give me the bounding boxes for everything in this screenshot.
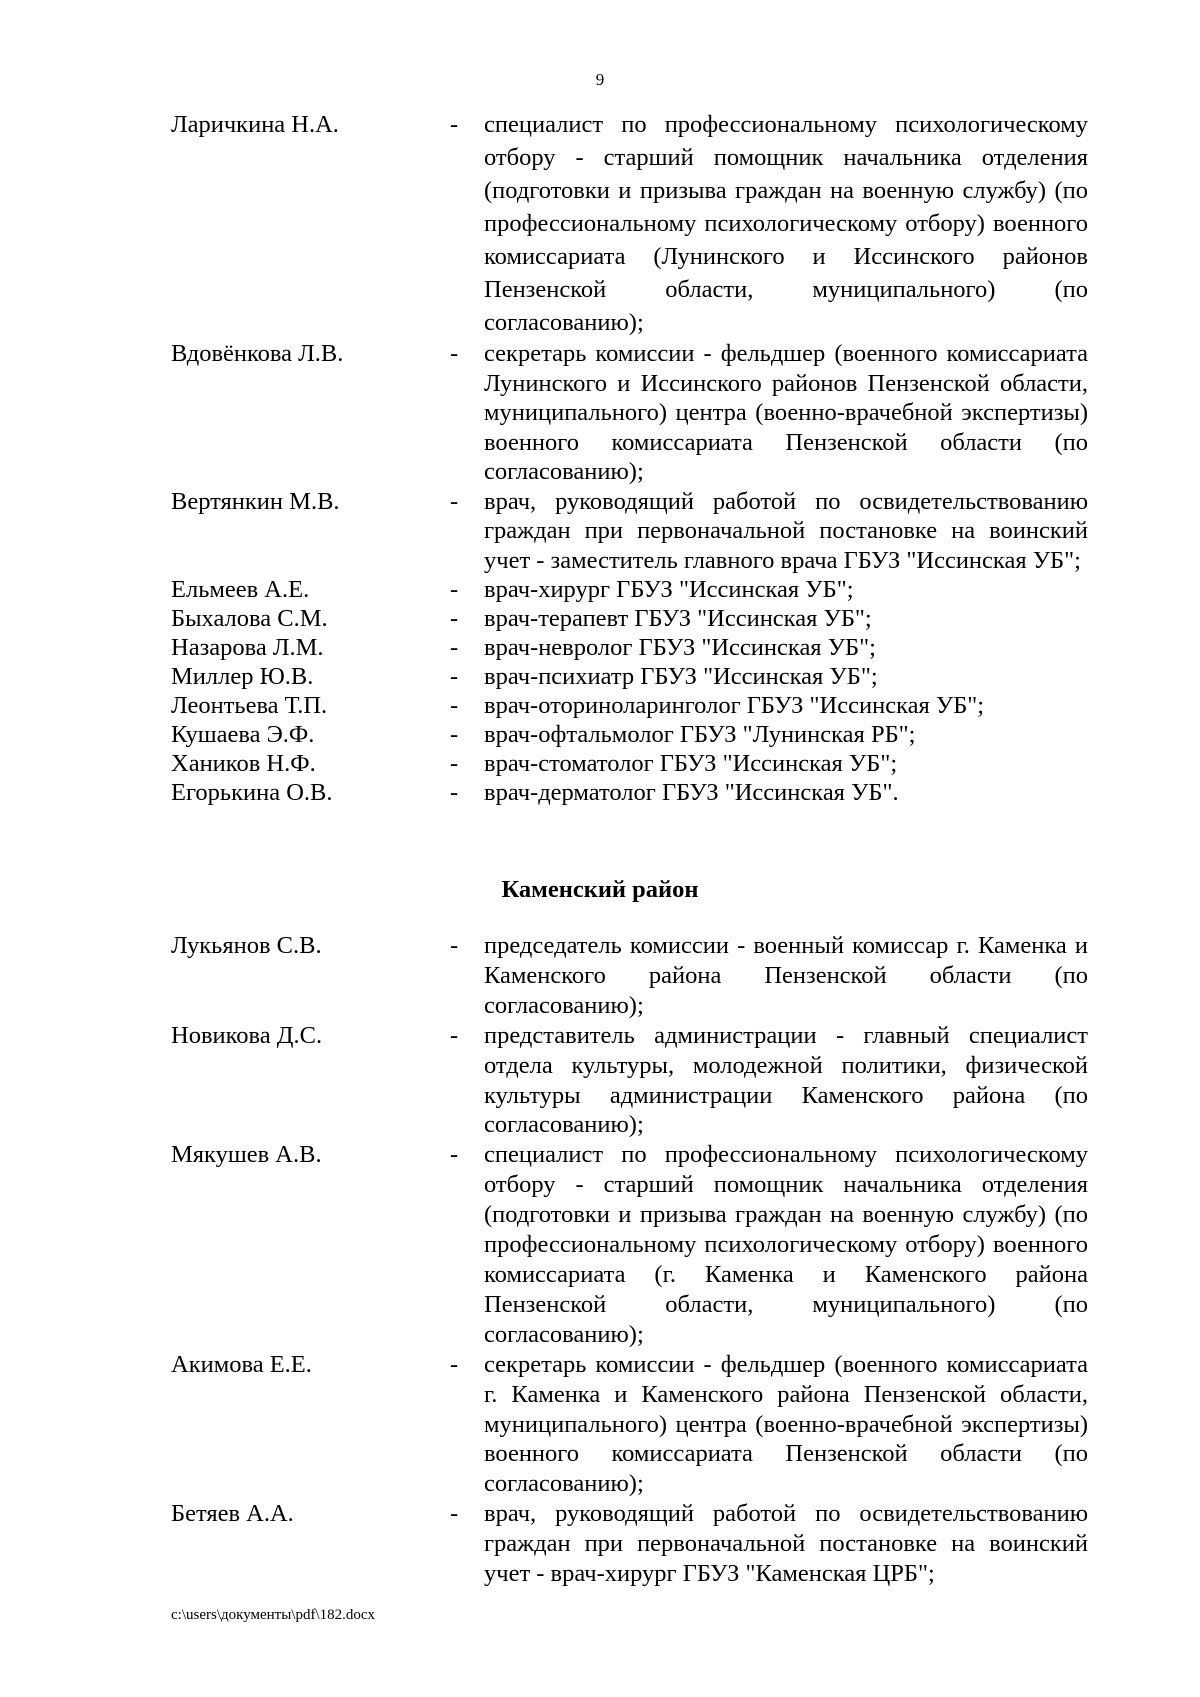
member-entry xyxy=(0,1499,1200,1589)
file-path-footer: c:\users\документы\pdf\182.docx xyxy=(171,1607,376,1623)
member-role: секретарь комиссии - фельдшер (военного комиссариата Лунинского и Иссинского районов Пензенской области, муниципального) центра (военно-врачебной экспертизы) военного комиссариата Пензенской области (по согласованию); xyxy=(484,340,1088,485)
member-name: Назарова Л.М. xyxy=(171,634,324,661)
member-name: Вертянкин М.В. xyxy=(171,487,340,515)
dash-separator: - xyxy=(450,487,459,515)
member-role: врач-оториноларинголог ГБУЗ "Иссинская УБ"; xyxy=(484,692,985,719)
dash-separator: - xyxy=(450,932,459,959)
member-role: врач-стоматолог ГБУЗ "Иссинская УБ"; xyxy=(484,750,898,777)
member-name: Ельмеев А.Е. xyxy=(171,576,310,603)
member-role: специалист по профессиональному психологическому отбору - старший помощник начальника отделения (подготовки и призыва граждан на военную службу) (по профессиональному психологическому отбору) военного комиссариата (г. Каменка и Каменского района Пензенской области, муниципального) (по согласованию); xyxy=(484,1141,1088,1348)
member-name: Новикова Д.С. xyxy=(171,1021,323,1049)
dash-separator: - xyxy=(450,576,459,603)
dash-separator: - xyxy=(450,1021,459,1049)
commission-list-kamensky xyxy=(0,931,1200,1589)
dash-separator: - xyxy=(450,750,459,777)
member-entry xyxy=(0,720,1200,749)
member-entry xyxy=(0,575,1200,604)
member-name: Леонтьева Т.П. xyxy=(171,692,328,719)
member-role: секретарь комиссии - фельдшер (военного комиссариата г. Каменка и Каменского района Пензенской области, муниципального) центра (военно-врачебной экспертизы) военного комиссариата Пензенской области (по согласованию); xyxy=(484,1350,1088,1498)
member-name: Кушаева Э.Ф. xyxy=(171,721,315,748)
member-entry xyxy=(0,339,1200,487)
member-entry xyxy=(0,662,1200,691)
member-entry xyxy=(0,691,1200,720)
dash-separator: - xyxy=(450,340,459,367)
member-name: Миллер Ю.В. xyxy=(171,663,314,690)
member-entry xyxy=(0,931,1200,1021)
member-name: Вдовёнкова Л.В. xyxy=(171,340,344,367)
member-role: врач-невролог ГБУЗ "Иссинская УБ"; xyxy=(484,634,876,661)
member-name: Быхалова С.М. xyxy=(171,605,328,632)
member-name: Лукьянов С.В. xyxy=(171,932,322,959)
dash-separator: - xyxy=(450,721,459,748)
member-entry xyxy=(0,108,1200,339)
member-entry xyxy=(0,1350,1200,1500)
member-name: Мякушев А.В. xyxy=(171,1141,322,1169)
member-role: врач-психиатр ГБУЗ "Иссинская УБ"; xyxy=(484,663,878,690)
member-entry xyxy=(0,604,1200,633)
dash-separator: - xyxy=(450,605,459,632)
dash-separator: - xyxy=(450,634,459,661)
member-entry xyxy=(0,487,1200,576)
dash-separator: - xyxy=(450,1350,459,1378)
member-name: Егорькина О.В. xyxy=(171,779,333,806)
page-number: 9 xyxy=(595,70,605,89)
member-name: Акимова Е.Е. xyxy=(171,1350,312,1378)
member-role: представитель администрации - главный специалист отдела культуры, молодежной политики, физической культуры администрации Каменского района (по согласованию); xyxy=(484,1021,1088,1139)
member-role: председатель комиссии - военный комиссар г. Каменка и Каменского района Пензенской области (по согласованию); xyxy=(484,932,1088,1019)
commission-list-luninsky xyxy=(0,108,1200,807)
member-entry xyxy=(0,633,1200,662)
member-role: специалист по профессиональному психологическому отбору - старший помощник начальника отделения (подготовки и призыва граждан на военную службу) (по профессиональному психологическому отбору) военного комиссариата (Лунинского и Иссинского районов Пензенской области, муниципального) (по согласованию); xyxy=(484,111,1088,336)
member-entry xyxy=(0,1140,1200,1349)
member-entry xyxy=(0,1021,1200,1141)
member-entry xyxy=(0,749,1200,778)
member-role: врач-дерматолог ГБУЗ "Иссинская УБ". xyxy=(484,779,899,806)
member-role: врач, руководящий работой по освидетельствованию граждан при первоначальной постановке на воинский учет - врач-хирург ГБУЗ "Каменская ЦРБ"; xyxy=(484,1500,1088,1588)
dash-separator: - xyxy=(450,779,459,806)
member-role: врач-хирург ГБУЗ "Иссинская УБ"; xyxy=(484,576,854,603)
dash-separator: - xyxy=(450,111,459,138)
member-role: врач, руководящий работой по освидетельствованию граждан при первоначальной постановке на воинский учет - заместитель главного врача ГБУЗ "Иссинская УБ"; xyxy=(484,487,1088,574)
dash-separator: - xyxy=(450,1141,459,1169)
dash-separator: - xyxy=(450,692,459,719)
member-name: Ларичкина Н.А. xyxy=(171,111,339,138)
member-entry xyxy=(0,778,1200,807)
member-name: Хаников Н.Ф. xyxy=(171,750,316,777)
member-role: врач-терапевт ГБУЗ "Иссинская УБ"; xyxy=(484,605,872,632)
dash-separator: - xyxy=(450,663,459,690)
section-title-kamensky: Каменский район xyxy=(501,876,699,903)
dash-separator: - xyxy=(450,1500,459,1528)
member-name: Бетяев А.А. xyxy=(171,1500,294,1528)
member-role: врач-офтальмолог ГБУЗ "Лунинская РБ"; xyxy=(484,721,916,748)
